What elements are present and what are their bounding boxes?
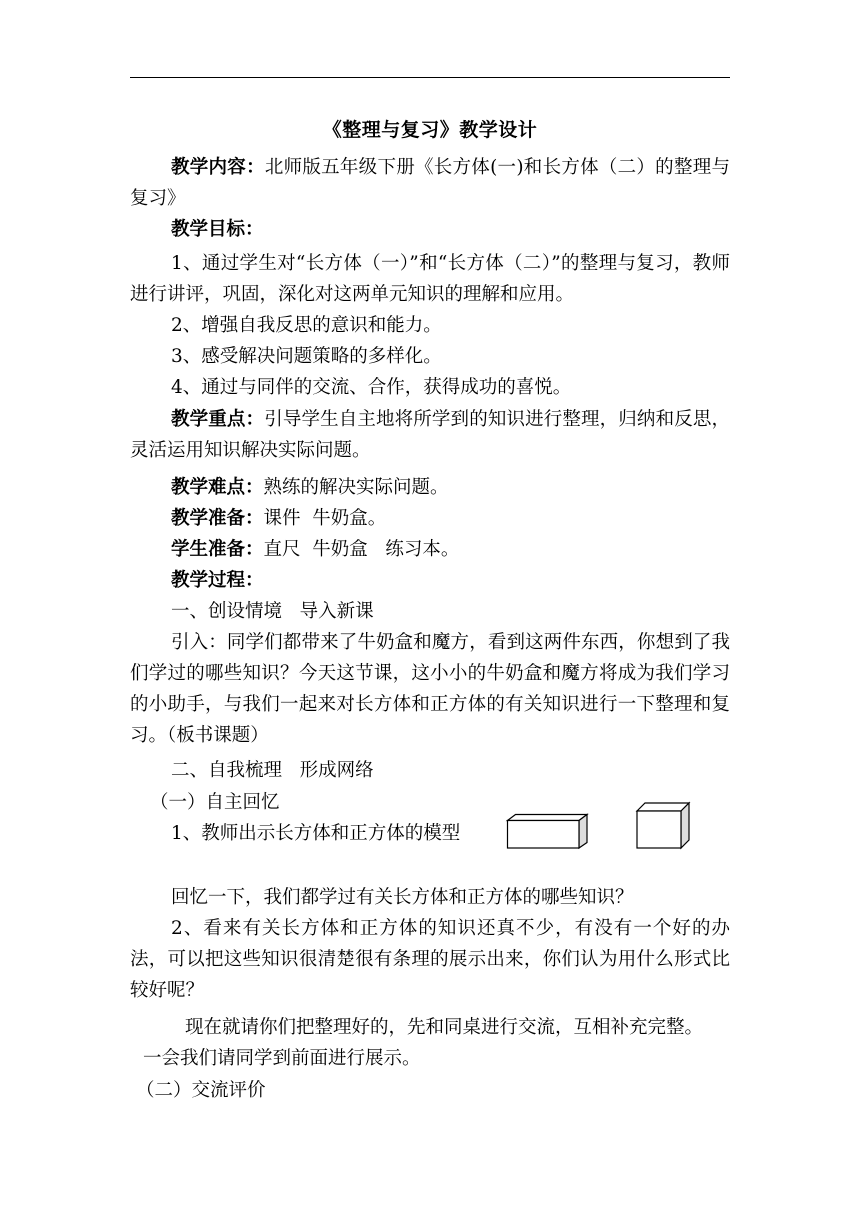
step-1: 1、教师出示长方体和正方体的模型	[171, 823, 461, 844]
recall-question: 回忆一下，我们都学过有关长方体和正方体的哪些知识？	[171, 887, 634, 908]
cube-model-icon	[634, 801, 692, 851]
cuboid-model-icon	[505, 812, 589, 850]
student-prep	[130, 534, 730, 565]
teacher-prep-label: 教学准备：	[171, 508, 264, 529]
document-title: 《整理与复习》教学设计	[322, 119, 538, 141]
teaching-content	[130, 152, 730, 214]
goal-item-1: 1、通过学生对“长方体（一）”和“长方体（二）”的整理与复习，教师进行讲评，巩固，深化对这两单元知识的理解和应用。	[130, 253, 730, 305]
subsection-evaluation: （二）交流评价	[136, 1080, 266, 1101]
goal-item-2: 2、增强自我反思的意识和能力。	[171, 315, 442, 336]
key-point-text: 引导学生自主地将所学到的知识进行整理，归纳和反思，灵活运用知识解决实际问题。	[130, 409, 730, 461]
student-prep-label: 学生准备：	[171, 539, 264, 560]
goal-item-3: 3、感受解决问题策略的多样化。	[171, 346, 442, 367]
difficulty-text: 熟练的解决实际问题。	[263, 477, 449, 498]
subsection-recall: （一）自主回忆	[150, 792, 280, 813]
teaching-content-label: 教学内容：	[171, 157, 265, 178]
teacher-prep-text: 课件 牛奶盒。	[263, 508, 387, 529]
section-heading-2: 二、自我梳理 形成网络	[171, 760, 374, 781]
header-rule	[130, 77, 730, 78]
teacher-prep	[130, 503, 730, 534]
exchange-line-2: 一会我们请同学到前面进行展示。	[143, 1048, 421, 1069]
goal-item-4: 4、通过与同伴的交流、合作，获得成功的喜悦。	[171, 377, 572, 398]
key-point	[130, 404, 730, 466]
student-prep-text: 直尺 牛奶盒 练习本。	[263, 539, 460, 560]
key-point-label: 教学重点：	[171, 409, 265, 430]
difficulty	[130, 472, 730, 503]
goals-label: 教学目标：	[171, 219, 264, 240]
exchange-line-1: 现在就请你们把整理好的，先和同桌进行交流，互相补充完整。	[185, 1017, 704, 1038]
process-label: 教学过程：	[171, 570, 264, 591]
intro-paragraph: 引入：同学们都带来了牛奶盒和魔方，看到这两件东西，你想到了我们学过的哪些知识？今天这节课，这小小的牛奶盒和魔方将成为我们学习的小助手，与我们一起来对长方体和正方体的有关知识进行一下整理和复习。（板书课题）	[130, 632, 730, 746]
teaching-content-text: 北师版五年级下册《长方体(一)和长方体（二）的整理与复习》	[130, 157, 730, 209]
section-heading-1: 一、创设情境 导入新课	[171, 601, 374, 622]
step-2: 2、看来有关长方体和正方体的知识还真不少，有没有一个好的办法，可以把这些知识很清楚很有条理的展示出来，你们认为用什么形式比较好呢？	[130, 918, 730, 1001]
difficulty-label: 教学难点：	[171, 477, 264, 498]
